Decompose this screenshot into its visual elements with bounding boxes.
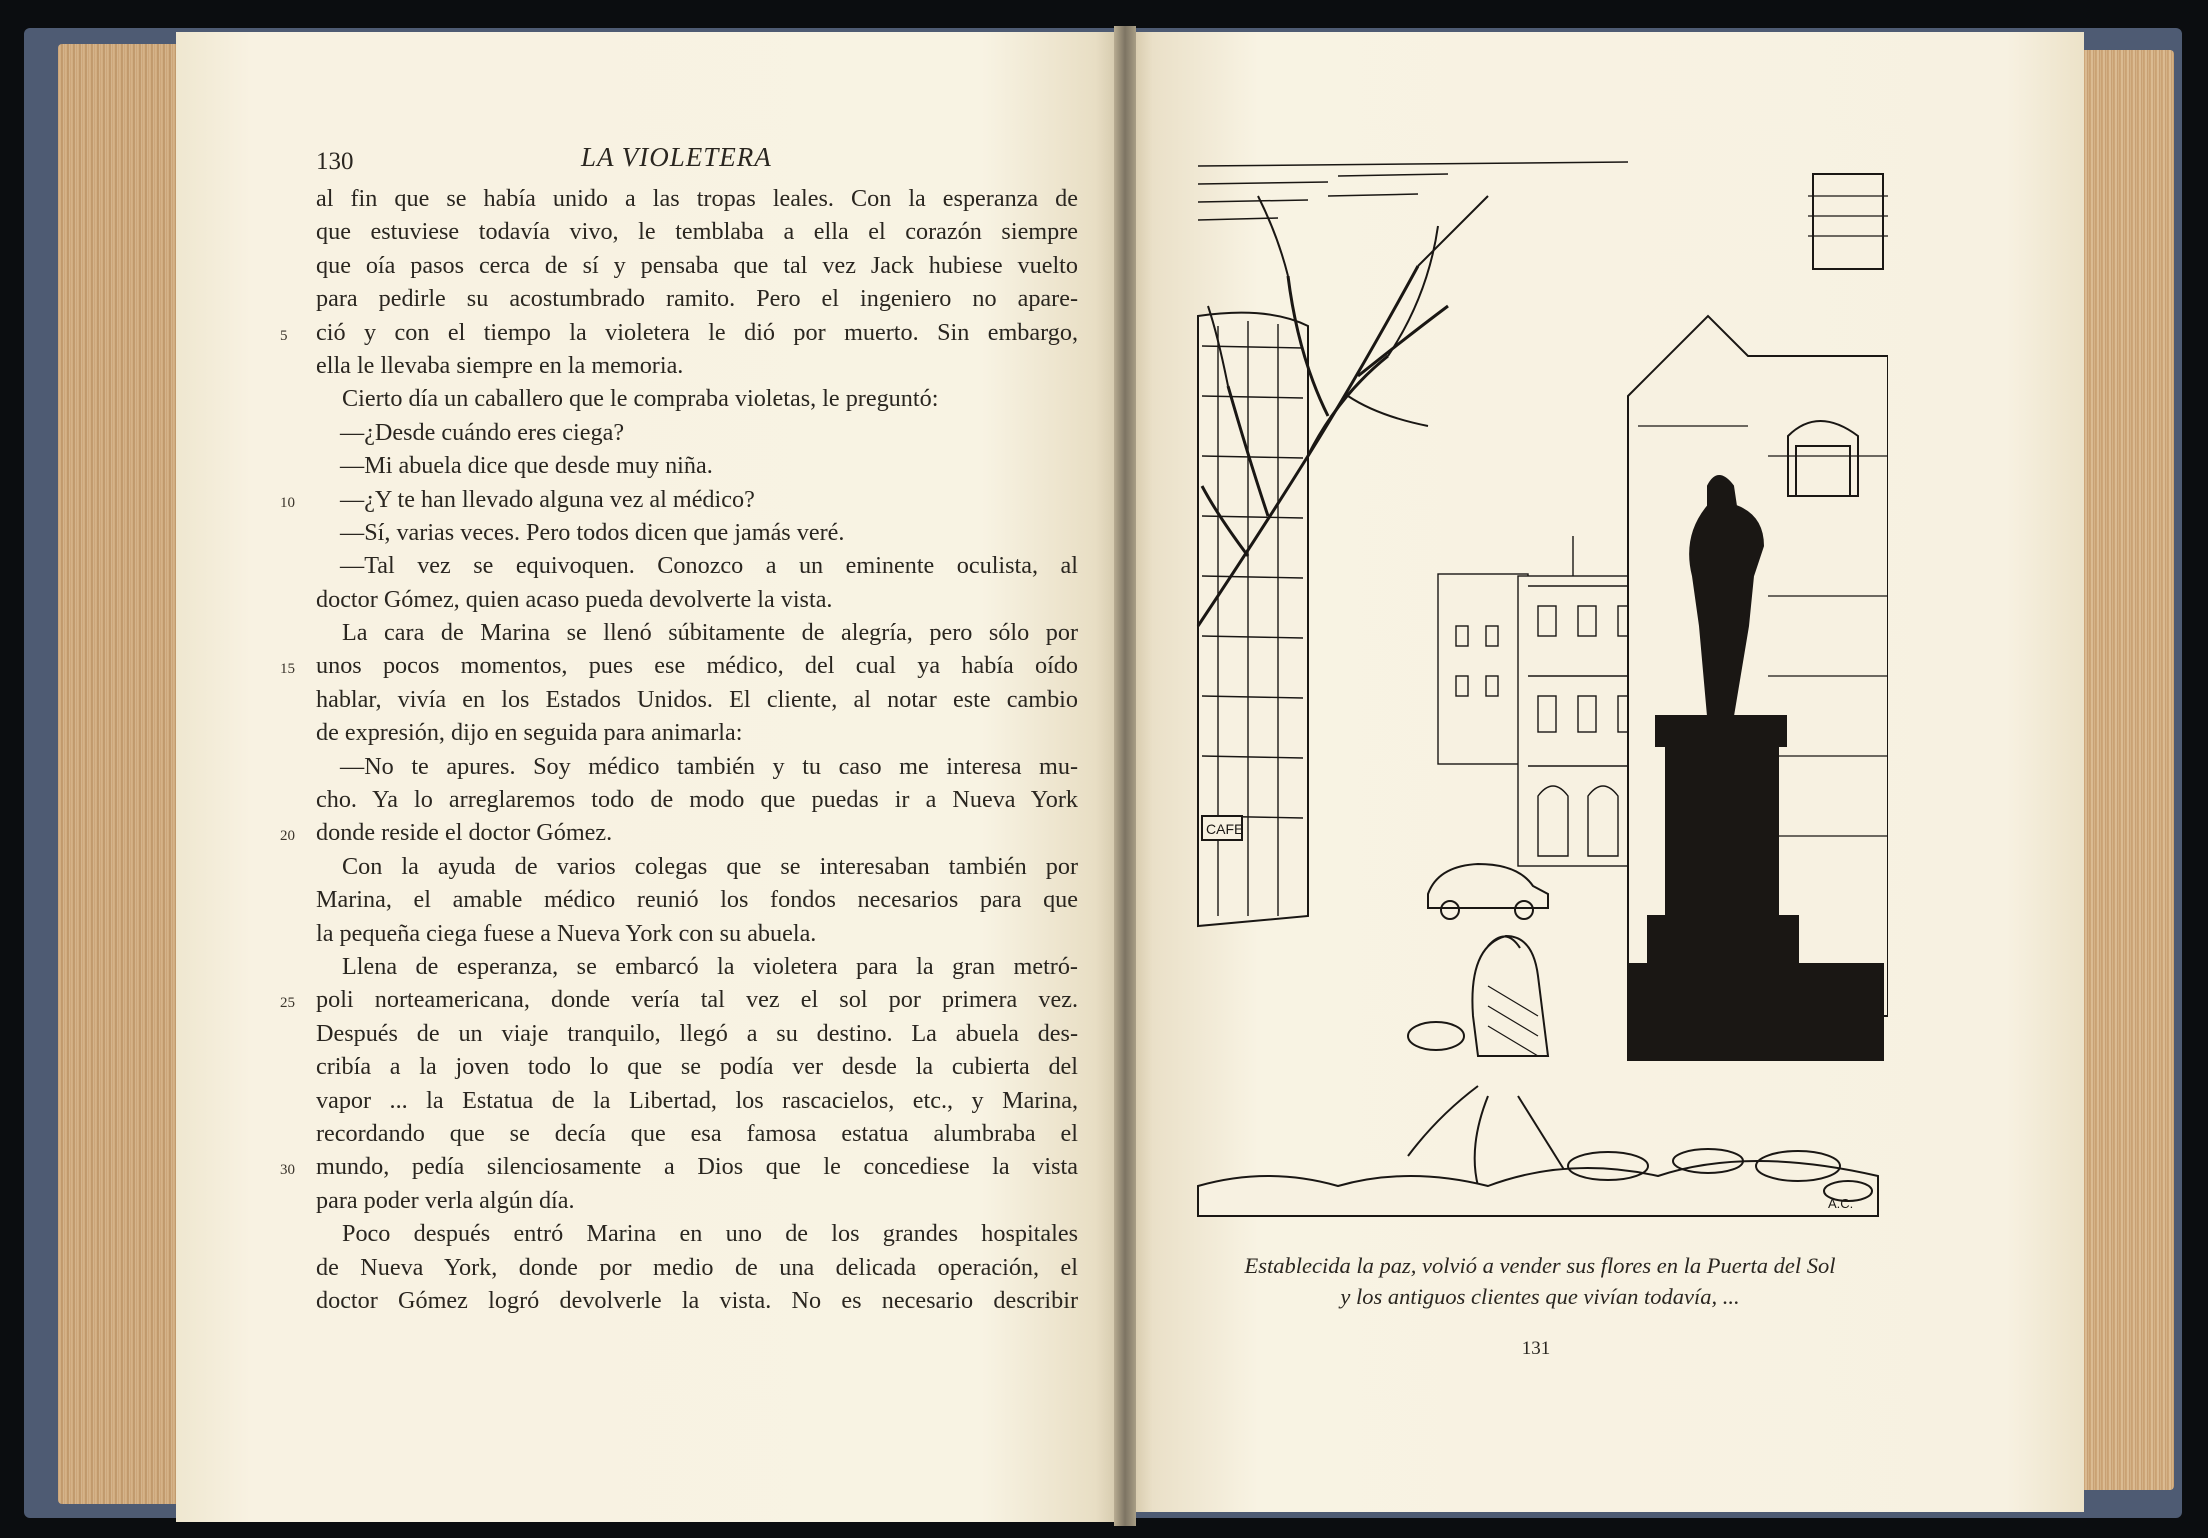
line-number: 25 [280,995,295,1012]
line-number: 30 [280,1162,295,1179]
text-line: 15 unos pocos momentos, pues ese médico, del cual ya había oído [316,649,1078,682]
text-line: 30 mundo, pedía silenciosamente a Dios que le concediese la vista [316,1150,1078,1183]
text-line: Después de un viaje tranquilo, llegó a su destino. La abuela des- [316,1019,1078,1047]
plaza-illustration [1188,156,1888,1236]
text-line: Cierto día un caballero que le compraba violetas, le preguntó: [342,385,939,413]
text-line: Con la ayuda de varios colegas que se interesaban también por [342,852,1078,880]
illustration-caption [1160,1250,1920,1312]
foreground-rubble [1198,1149,1878,1216]
line-number: 15 [280,661,295,678]
text-line: 25 poli norteamericana, donde vería tal vez el sol por primera vez. [316,983,1078,1016]
text-line: que estuviese todavía vivo, le temblaba a ella el corazón siempre [316,218,1078,246]
text-line: 5 ció y con el tiempo la violetera le dió por muerto. Sin embargo, [316,316,1078,349]
text-line: Poco después entró Marina en uno de los grandes hospitales [342,1220,1078,1248]
text-line: de Nueva York, donde por medio de una delicada operación, el [316,1253,1078,1281]
text-line: vapor ... la Estatua de la Libertad, los rascacielos, etc., y Marina, [316,1086,1078,1114]
text-line: recordando que se decía que esa famosa estatua alumbraba el [316,1119,1078,1147]
text-line: para poder verla algún día. [316,1186,575,1214]
text-line: —Sí, varias veces. Pero todos dicen que jamás veré. [340,518,845,546]
text-line: 10 —¿Y te han llevado alguna vez al médico? [316,483,1078,516]
chapter-title: LA VIOLETERA [581,142,772,172]
text-line: Marina, el amable médico reunió los fondos necesarios para que [316,886,1078,914]
text-line: doctor Gómez, quien acaso pueda devolverte la vista. [316,585,833,613]
running-head [316,140,1076,176]
caption-line: Establecida la paz, volvió a vender sus flores en la Puerta del Sol [1244,1253,1836,1278]
text-line: cho. Ya lo arreglaremos todo de modo que puedas ir a Nueva York [316,786,1078,814]
book-gutter [1114,26,1136,1526]
text-line: —Tal vez se equivoquen. Conozco a un eminente oculista, al [340,552,1078,580]
text-line: hablar, vivía en los Estados Unidos. El cliente, al notar este cambio [316,685,1078,713]
text-line: al fin que se había unido a las tropas leales. Con la esperanza de [316,185,1078,212]
page-number-right: 131 [1521,1338,1551,1359]
line-number: 5 [280,327,288,344]
text-line: —No te apures. Soy médico también y tu caso me interesa mu- [340,752,1078,780]
car [1428,864,1548,919]
left-building [1198,313,1308,926]
page-edges-left [58,44,176,1504]
text-line: Llena de esperanza, se embarcó la violetera para la gran metró- [342,952,1078,980]
text-line: doctor Gómez logró devolverle la vista. No es necesario describir [316,1286,1078,1314]
sky-hatching [1198,162,1628,220]
line-number: 10 [280,494,295,511]
page-edges-right [2082,50,2174,1490]
line-number: 20 [280,828,295,845]
cafe-sign: CAFE [1206,821,1244,837]
text-line: ella le llevaba siempre en la memoria. [316,351,684,379]
artist-signature: A.C. [1828,1196,1854,1211]
text-line: 20 donde reside el doctor Gómez. [316,816,1078,849]
caption-line: y los antiguos clientes que vivían todavía, ... [1340,1284,1740,1309]
flower-seller [1408,936,1568,1186]
text-line: la pequeña ciega fuese a Nueva York con su abuela. [316,919,817,947]
text-line: para pedirle su acostumbrado ramito. Pero el ingeniero no apare- [316,285,1078,313]
text-line: que oía pasos cerca de sí y pensaba que tal vez Jack hubiese vuelto [316,251,1078,279]
text-line: de expresión, dijo en seguida para animarla: [316,719,743,747]
text-line: cribía a la joven todo lo que se podía ver desde la cubierta del [316,1053,1078,1081]
text-line: La cara de Marina se llenó súbitamente de alegría, pero sólo por [342,619,1078,647]
body-text [280,182,1078,1317]
text-line: —¿Desde cuándo eres ciega? [340,418,625,446]
page-number-left: 130 [316,148,354,175]
text-line: —Mi abuela dice que desde muy niña. [340,452,713,480]
